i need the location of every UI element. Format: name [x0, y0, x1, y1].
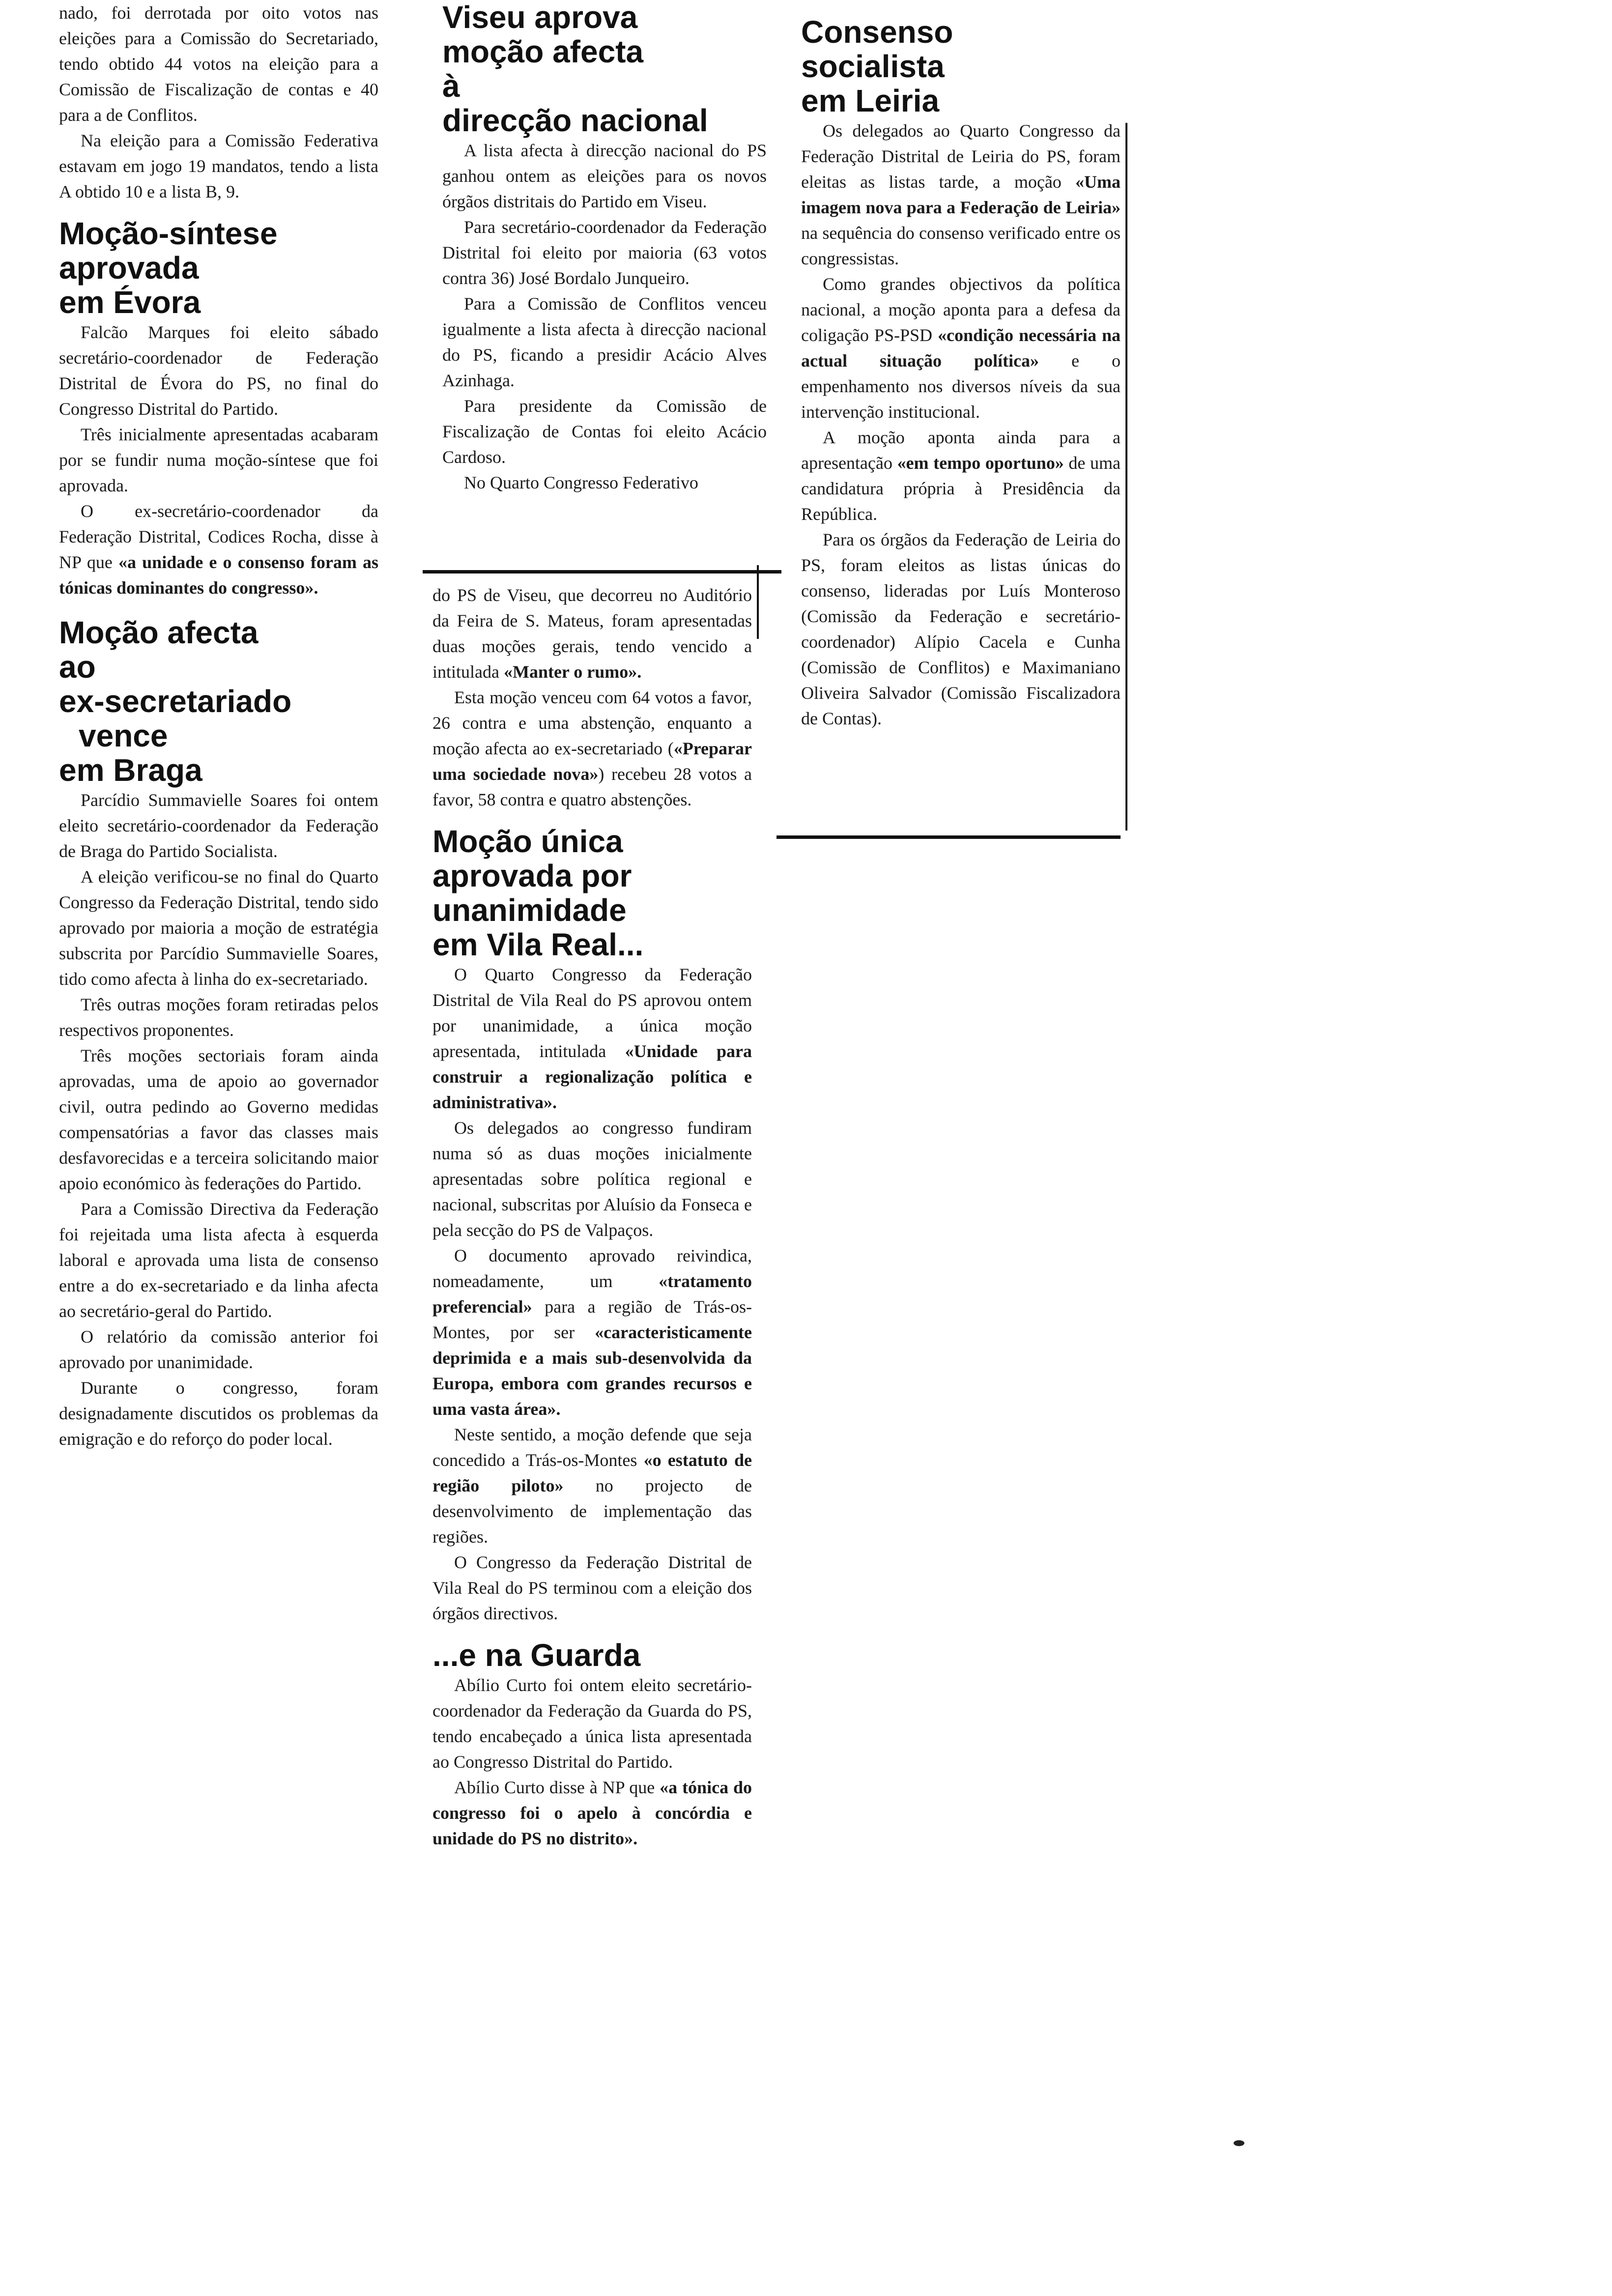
viseu-paragraph-3: Para a Comissão de Conflitos venceu igualmente a lista afecta à direcção nacional do PS, ficando a presidir Acácio Alves Azinhaga. [442, 294, 767, 390]
leiria-paragraph-3: A moção aponta ainda para a apresentação «em tempo oportuno» de uma candidatura própria à Presidência da República. [801, 428, 1121, 524]
viseu-paragraph-4: Para presidente da Comissão de Fiscalização de Contas foi eleito Acácio Cardoso. [442, 396, 767, 467]
headline-vila-real: Moção única aprovada por unanimidade em Vila Real... [432, 824, 644, 962]
column-rule-leiria-side [1125, 123, 1127, 831]
braga-paragraph-2: A eleição verificou-se no final do Quarto Congresso da Federação Distrital, tendo sido aprovado por maioria a moção de estratégia subscrita por Parcídio Summavielle Soares, tido como afecta à linha do ex-secretariado. [59, 867, 378, 989]
article-evora [59, 216, 378, 601]
evora-paragraph-3: O ex-secretário-coordenador da Federação Distrital, Codices Rocha, disse à NP que «a unidade e o consenso foram as tónicas dominantes do congresso». [59, 501, 379, 598]
headline-braga: Moção afecta ao ex-secretariado vence em Braga [59, 615, 292, 788]
viseu-paragraph-1: A lista afecta à direcção nacional do PS ganhou ontem as eleições para os novos órgãos distritais do Partido em Viseu. [442, 141, 767, 211]
column-rule-viseu-side [757, 565, 759, 639]
intro-paragraph-2: Na eleição para a Comissão Federativa estavam em jogo 19 mandatos, tendo a lista A obtido 10 e a lista B, 9. [59, 131, 378, 201]
column-rule-viseu [423, 570, 781, 574]
evora-paragraph-2: Três inicialmente apresentadas acabaram por se fundir numa moção-síntese que foi aprovada. [59, 425, 378, 495]
vila-real-paragraph-4: Neste sentido, a moção defende que seja concedido a Trás-os-Montes «o estatuto de região piloto» no projecto de desenvolvimento de implementação das regiões. [432, 1425, 752, 1547]
column-2-top [442, 0, 767, 495]
braga-paragraph-3: Três outras moções foram retiradas pelos respectivos proponentes. [59, 995, 378, 1040]
headline-leiria: Consenso socialista em Leiria [801, 14, 953, 118]
viseu-paragraph-2: Para secretário-coordenador da Federação Distrital foi eleito por maioria (63 votos contra 36) José Bordalo Junqueiro. [442, 217, 767, 288]
column-3 [801, 15, 1121, 731]
braga-paragraph-7: Durante o congresso, foram designadamente discutidos os problemas da emigração e do reforço do poder local. [59, 1378, 378, 1449]
vila-real-paragraph-5: O Congresso da Federação Distrital de Vila Real do PS terminou com a eleição dos órgãos directivos. [432, 1552, 752, 1623]
headline-evora: Moção-síntese aprovada em Évora [59, 216, 278, 320]
braga-paragraph-5: Para a Comissão Directiva da Federação foi rejeitada uma lista afecta à esquerda laboral e aprovada uma lista de consenso entre a do ex-secretariado e da linha afecta ao secretário-geral do Partido. [59, 1199, 378, 1321]
leiria-paragraph-2: Como grandes objectivos da política nacional, a moção aponta para a defesa da coligação PS-PSD «condição necessária na actual situação política» e o empenhamento nos diversos níveis da sua intervenção institucional. [801, 274, 1121, 422]
intro-paragraph-1: nado, foi derrotada por oito votos nas eleições para a Comissão do Secretariado, tendo obtido 44 votos na eleição para a Comissão de Fiscalização de contas e 40 para a de Conflitos. [59, 3, 378, 125]
article-guarda [432, 1638, 752, 1851]
column-2-bottom [432, 582, 752, 1851]
braga-paragraph-4: Três moções sectoriais foram ainda aprovadas, uma de apoio ao governador civil, outra pedindo ao Governo medidas compensatórias a favor das classes mais desfavorecidas e a terceira solicitando maior apoio económico às federações do Partido. [59, 1046, 378, 1193]
scan-speck [1234, 2140, 1244, 2146]
headline-viseu: Viseu aprova moção afecta à direcção nacional [442, 0, 708, 138]
braga-paragraph-1: Parcídio Summavielle Soares foi ontem eleito secretário-coordenador da Federação de Braga do Partido Socialista. [59, 790, 378, 861]
viseu-paragraph-6: Esta moção venceu com 64 votos a favor, 26 contra e uma abstenção, enquanto a moção afecta ao ex-secretariado («Preparar uma sociedade nova») recebeu 28 votos a favor, 58 contra e quatro abstenções. [432, 688, 752, 809]
leiria-paragraph-4: Para os órgãos da Federação de Leiria do PS, foram eleitos as listas únicas do consenso, lideradas por Luís Monteroso (Comissão da Federação e secretário-coordenador) Alípio Cacela e Cunha (Comissão de Conflitos) e Maximaniano Oliveira Salvador (Comissão Fiscalizadora de Contas). [801, 530, 1121, 728]
braga-paragraph-6: O relatório da comissão anterior foi aprovado por unanimidade. [59, 1327, 378, 1372]
article-vila-real [432, 824, 752, 1626]
headline-guarda: ...e na Guarda [432, 1637, 641, 1673]
viseu-paragraph-5b: do PS de Viseu, que decorreu no Auditório da Feira de S. Mateus, foram apresentadas duas moções gerais, tendo vencido a intitulada «Manter o rumo». [432, 585, 752, 682]
guarda-paragraph-1: Abílio Curto foi ontem eleito secretário-coordenador da Federação da Guarda do PS, tendo encabeçado a única lista apresentada ao Congresso Distrital do Partido. [432, 1675, 752, 1772]
evora-paragraph-1: Falcão Marques foi eleito sábado secretário-coordenador de Federação Distrital de Évora do PS, no final do Congresso Distrital do Partido. [59, 322, 378, 419]
vila-real-paragraph-3: O documento aprovado reivindica, nomeadamente, um «tratamento preferencial» para a região de Trás-os-Montes, por ser «caracteristicamente deprimida e a mais sub-desenvolvida da Europa, embora com grandes recursos e uma vasta área». [432, 1246, 752, 1419]
column-rule-leiria-bottom [777, 835, 1121, 839]
viseu-paragraph-5a: No Quarto Congresso Federativo [464, 473, 698, 492]
vila-real-paragraph-2: Os delegados ao congresso fundiram numa só as duas moções inicialmente apresentadas sobre política regional e nacional, subscritas por Aluísio da Fonseca e pela secção do PS de Valpaços. [432, 1118, 752, 1240]
vila-real-paragraph-1: O Quarto Congresso da Federação Distrital de Vila Real do PS aprovou ontem por unanimidade, a única moção apresentada, intitulada «Unidade para construir a regionalização política e administrativa». [432, 965, 752, 1112]
guarda-paragraph-2: Abílio Curto disse à NP que «a tónica do congresso foi o apelo à concórdia e unidade do PS no distrito». [432, 1778, 752, 1848]
article-braga [59, 615, 378, 1452]
column-1 [59, 0, 378, 1452]
leiria-paragraph-1: Os delegados ao Quarto Congresso da Federação Distrital de Leiria do PS, foram eleitas as listas tarde, a moção «Uma imagem nova para a Federação de Leiria» na sequência do consenso verificado entre os congressistas. [801, 121, 1121, 268]
